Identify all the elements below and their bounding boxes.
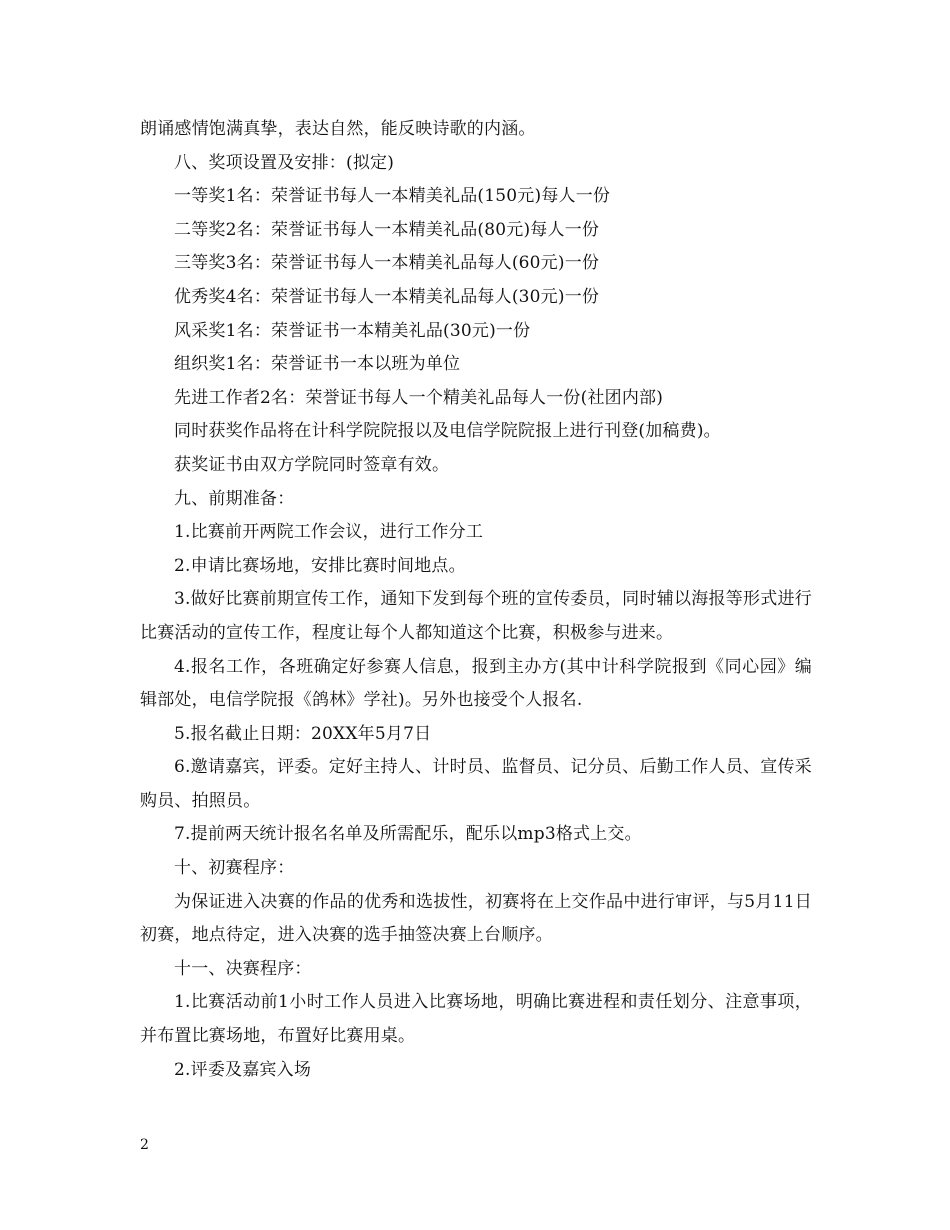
paragraph: 3.做好比赛前期宣传工作，通知下发到每个班的宣传委员，同时辅以海报等形式进行比赛活动的宣传工作，程度让每个人都知道这个比赛，积极参与进来。 bbox=[140, 589, 812, 643]
paragraph: 6.邀请嘉宾，评委。定好主持人、计时员、监督员、记分员、后勤工作人员、宣传采购员、拍照员。 bbox=[140, 757, 812, 811]
paragraph: 2.评委及嘉宾入场 bbox=[174, 1059, 312, 1080]
paragraph: 风采奖1名：荣誉证书一本精美礼品(30元)一份 bbox=[174, 320, 531, 341]
paragraph: 同时获奖作品将在计科学院院报以及电信学院院报上进行刊登(加稿费)。 bbox=[174, 421, 721, 442]
paragraph: 九、前期准备： bbox=[174, 488, 295, 509]
document-body bbox=[140, 113, 812, 1087]
paragraph: 先进工作者2名：荣誉证书每人一个精美礼品每人一份(社团内部) bbox=[174, 387, 664, 408]
paragraph: 三等奖3名：荣誉证书每人一本精美礼品每人(60元)一份 bbox=[174, 253, 600, 274]
paragraph: 组织奖1名：荣誉证书一本以班为单位 bbox=[174, 354, 461, 375]
paragraph: 获奖证书由双方学院同时签章有效。 bbox=[174, 454, 450, 475]
paragraph: 5.报名截止日期：20XX年5月7日 bbox=[174, 723, 432, 744]
paragraph: 八、奖项设置及安排：(拟定) bbox=[174, 152, 395, 173]
paragraph: 1.比赛活动前1小时工作人员进入比赛场地，明确比赛进程和责任划分、注意事项，并布置比赛场地，布置好比赛用桌。 bbox=[140, 992, 812, 1047]
paragraph: 优秀奖4名：荣誉证书每人一本精美礼品每人(30元)一份 bbox=[174, 286, 600, 307]
paragraph: 7.提前两天统计报名名单及所需配乐，配乐以mp3格式上交。 bbox=[174, 824, 642, 845]
paragraph: 4.报名工作，各班确定好参赛人信息，报到主办方(其中计科学院报到《同心园》编辑部处，电信学院报《鸽林》学社)。另外也接受个人报名. bbox=[140, 656, 812, 711]
paragraph: 二等奖2名：荣誉证书每人一本精美礼品(80元)每人一份 bbox=[174, 219, 600, 240]
paragraph: 十一、决赛程序： bbox=[174, 958, 312, 979]
paragraph: 为保证进入决赛的作品的优秀和选拔性，初赛将在上交作品中进行审评，与5月11日初赛，地点待定，进入决赛的选手抽签决赛上台顺序。 bbox=[140, 891, 812, 946]
page-number: 2 bbox=[140, 1137, 149, 1153]
paragraph: 一等奖1名：荣誉证书每人一本精美礼品(150元)每人一份 bbox=[174, 186, 611, 207]
paragraph: 1.比赛前开两院工作会议，进行工作分工 bbox=[174, 522, 484, 543]
paragraph: 十、初赛程序： bbox=[174, 858, 295, 879]
paragraph: 朗诵感情饱满真挚，表达自然，能反映诗歌的内涵。 bbox=[140, 119, 536, 139]
paragraph: 2.申请比赛场地，安排比赛时间地点。 bbox=[174, 555, 466, 576]
